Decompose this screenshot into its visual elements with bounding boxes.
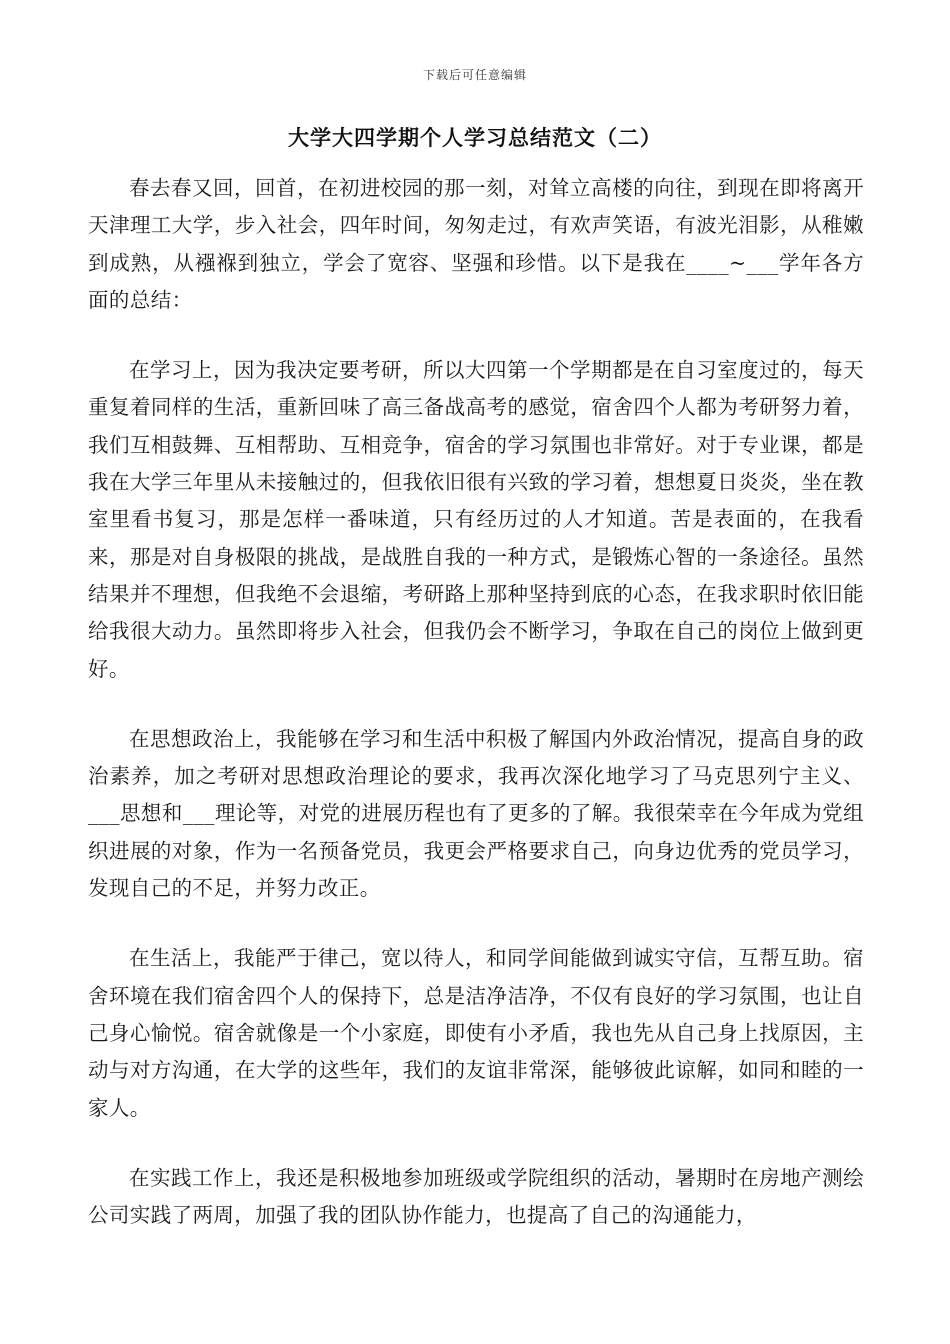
- paragraph-politics: 在思想政治上，我能够在学习和生活中积极了解国内外政治情况，提高自身的政治素养，加之考研对思想政治理论的要求，我再次深化地学习了马克思列宁主义、___思想和___理论等，对党的进展历程也有了更多的了解。我很荣幸在今年成为党组织进展的对象，作为一名预备党员，我更会严格要求自己，向身边优秀的党员学习，发现自己的不足，并努力改正。: [88, 726, 864, 901]
- paragraph-practice: 在实践工作上，我还是积极地参加班级或学院组织的活动，暑期时在房地产测绘公司实践了两周，加强了我的团队协作能力，也提高了自己的沟通能力，: [88, 1165, 864, 1228]
- document-body: [88, 170, 864, 1267]
- header-note: 下载后可任意编辑: [422, 68, 527, 82]
- paragraph-study: 在学习上，因为我决定要考研，所以大四第一个学期都是在自习室度过的，每天重复着同样的生活，重新回味了高三备战高考的感觉，宿舍四个人都为考研努力着，我们互相鼓舞、互相帮助、互相竞争，宿舍的学习氛围也非常好。对于专业课，都是我在大学三年里从未接触过的，但我依旧很有兴致的学习着，想想夏日炎炎，坐在教室里看书复习，那是怎样一番味道，只有经历过的人才知道。苦是表面的，在我看来，那是对自身极限的挑战，是战胜自我的一种方式，是锻炼心智的一条途径。虽然结果并不理想，但我绝不会退缩，考研路上那种坚持到底的心态，在我求职时依旧能给我很大动力。虽然即将步入社会，但我仍会不断学习，争取在自己的岗位上做到更好。: [88, 358, 864, 681]
- paragraph-life: 在生活上，我能严于律己，宽以待人，和同学间能做到诚实守信，互帮互助。宿舍环境在我们宿舍四个人的保持下，总是洁净洁净，不仅有良好的学习氛围，也让自己身心愉悦。宿舍就像是一个小家庭，即使有小矛盾，我也先从自己身上找原因，主动与对方沟通，在大学的这些年，我们的友谊非常深，能够彼此谅解，如同和睦的一家人。: [88, 946, 864, 1120]
- document-title: 大学大四学期个人学习总结范文（二）: [288, 125, 662, 150]
- paragraph-intro: 春去春又回，回首，在初进校园的那一刻，对耸立高楼的向往，到现在即将离开天津理工大学，步入社会，四年时间，匆匆走过，有欢声笑语，有波光泪影，从稚嫩到成熟，从襁褓到独立，学会了宽容、坚强和珍惜。以下是我在____~___学年各方面的总结：: [88, 176, 864, 312]
